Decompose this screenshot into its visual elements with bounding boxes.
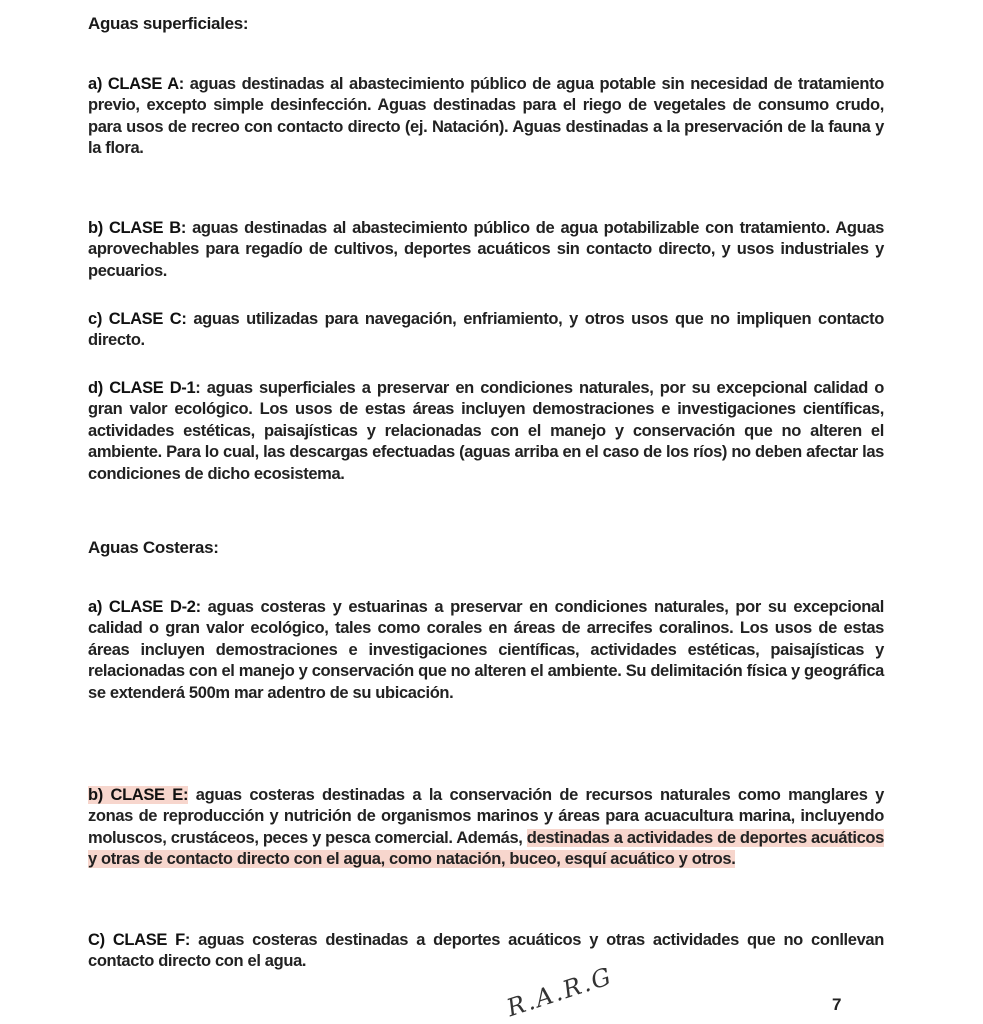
section-heading-costeras: Aguas Costeras:	[88, 538, 219, 557]
clase-d1-text: : aguas superficiales a preservar en condiciones naturales, por su excepcional calidad o gran valor ecológico. Los usos de estas áreas incluyen demostraciones e investigaciones científicas, actividades estéticas, paisajísticas y relacionadas con el manejo y conservación que no alteren el ambiente. Para lo cual, las descargas efectuadas (aguas arriba en el caso de los ríos) no deben afectar las condiciones de dicho ecosistema.	[88, 378, 884, 483]
clase-d1-label: d) CLASE D-1	[88, 378, 196, 397]
clase-a-label: a) CLASE A:	[88, 74, 184, 93]
clase-e-highlighted-text: destinadas a actividades de deportes acuáticos y otras de contacto directo con el agua, como natación, buceo, esquí acuático y otros.	[88, 828, 884, 868]
clase-e-paragraph	[88, 785, 884, 871]
clase-d2-text: aguas costeras y estuarinas a preservar en condiciones naturales, por su excepcional calidad o gran valor ecológico, tales como corales en áreas de arrecifes coralinos. Los usos de estas áreas incluyen demostraciones e investigaciones científicas, actividades estéticas, paisajísticas y relacionadas con el manejo y conservación que no alteren el ambiente. Su delimitación física y geográfica se extenderá 500m mar adentro de su ubicación.	[88, 597, 884, 702]
clase-b-paragraph	[88, 218, 884, 283]
page-number: 7	[832, 995, 842, 1014]
clase-d2-paragraph	[88, 597, 884, 705]
clase-a-text: aguas destinadas al abastecimiento público de agua potable sin necesidad de tratamiento previo, excepto simple desinfección. Aguas destinadas para el riego de vegetales de consumo crudo, para usos de recreo con contacto directo (ej. Natación). Aguas destinadas a la preservación de la fauna y la flora.	[88, 74, 884, 157]
clase-a-paragraph	[88, 74, 884, 160]
clase-d2-label: a) CLASE D-2:	[88, 597, 201, 616]
clase-f-label: C) CLASE F:	[88, 930, 190, 949]
clase-e-label: b) CLASE E:	[88, 785, 189, 804]
clase-f-paragraph	[88, 930, 884, 973]
section-heading-superficiales: Aguas superficiales:	[88, 14, 249, 33]
clase-e-text: aguas costeras destinadas a la conservación de recursos naturales como manglares y zonas de reproducción y nutrición de organismos marinos y áreas para acuacultura marina, incluyendo moluscos, crustáceos, peces y pesca comercial. Además,	[88, 785, 884, 847]
clase-c-paragraph	[88, 309, 884, 352]
clase-f-text: aguas costeras destinadas a deportes acuáticos y otras actividades que no conllevan contacto directo con el agua.	[88, 930, 884, 970]
clase-c-text: aguas utilizadas para navegación, enfriamiento, y otros usos que no impliquen contacto directo.	[88, 309, 884, 349]
clase-d1-paragraph	[88, 378, 884, 486]
handwritten-initials: R.A.R.G	[503, 961, 617, 1023]
clase-c-label: c) CLASE C:	[88, 309, 187, 328]
clase-b-text: aguas destinadas al abastecimiento público de agua potabilizable con tratamiento. Aguas aprovechables para regadío de cultivos, deportes acuáticos sin contacto directo, y usos industriales y pecuarios.	[88, 218, 884, 280]
clase-b-label: b) CLASE B:	[88, 218, 186, 237]
